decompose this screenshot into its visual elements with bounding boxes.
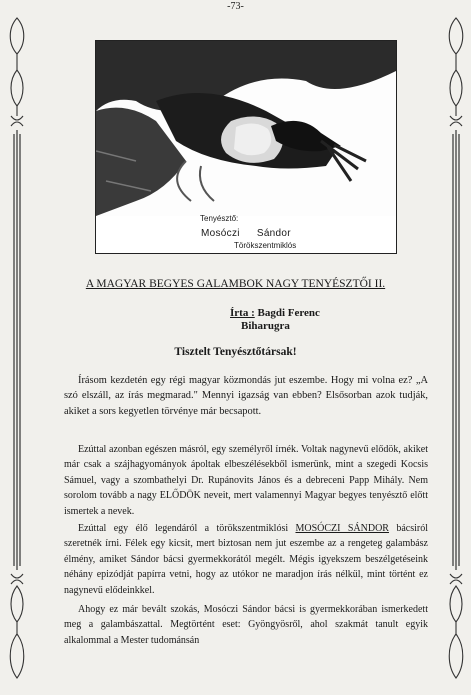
greeting: Tisztelt Tenyésztőtársak! bbox=[174, 346, 297, 358]
article-title: A MAGYAR BEGYES GALAMBOK NAGY TENYÉSZTŐI II. bbox=[85, 278, 386, 290]
breeder-name-highlight: MOSÓCZI SÁNDOR bbox=[295, 523, 389, 534]
paragraph-4: Ahogy ez már bevált szokás, Mosóczi Sándor bácsi is gyermekkorában ismerkedett meg a galambászattal. Megtörtént eset: Gyöngyösről, ahol szakmát tanult egyik alkalommal a Mester tudománsán bbox=[64, 604, 428, 646]
photo-caption-name: Mosóczi Sándor bbox=[201, 228, 291, 239]
author-place: Biharugra bbox=[241, 320, 290, 332]
photo-frame bbox=[95, 40, 397, 254]
paragraph-1: Írásom kezdetén egy régi magyar közmondás jut eszembe. Hogy mi volna ez? „A szó elszáll, az írás megmarad." Mennyi igazság van ebben? Elsősorban azok tudják, akiket a sors kegyetlen törvénye már becsapott. bbox=[64, 375, 428, 417]
author-line bbox=[230, 307, 320, 320]
paragraph-3-intro: Ezúttal egy élő legendáról a törökszentmiklósi bbox=[78, 523, 296, 534]
photo-credit-label: Tenyésztő: bbox=[200, 214, 239, 223]
breeder-photo bbox=[96, 41, 396, 216]
page-number: -73- bbox=[227, 1, 244, 12]
paragraph-3-rest: bácsiról szeretnék írni. Félek egy kicsit, mert biztosan nem jut eszembe az a rengeteg galambász élmény, amiket Sándor bácsi gyermekkorától megélt. Mégis igyekszem beszélgetéseink néhány epizódját papírra vetni, hogy az utókor ne maradjon írás nélkül, mint történt ez nagynevű elődeinkkel. bbox=[64, 523, 429, 596]
author-name: Bagdi Ferenc bbox=[257, 307, 320, 319]
photo-caption-place: Törökszentmiklós bbox=[234, 241, 297, 250]
author-label: Írta : bbox=[230, 307, 255, 319]
paragraph-3 bbox=[64, 521, 428, 598]
paragraph-2: Ezúttal azonban egészen másról, egy személyről írnék. Voltak nagynevű elődök, akiket már csak a szájhagyományok ápoltak elbeszélésekből ismerünk, mint a szegedi Kocsis Sámuel, vagy a szombathelyi Dr. Rupánovits János és a debreceni Papp Mihály. Nem sorolom tovább a nagy ELŐDÖK neveit, mert valamennyi Magyar begyes tenyésztő előtt ismertek a nevek. bbox=[64, 444, 428, 517]
